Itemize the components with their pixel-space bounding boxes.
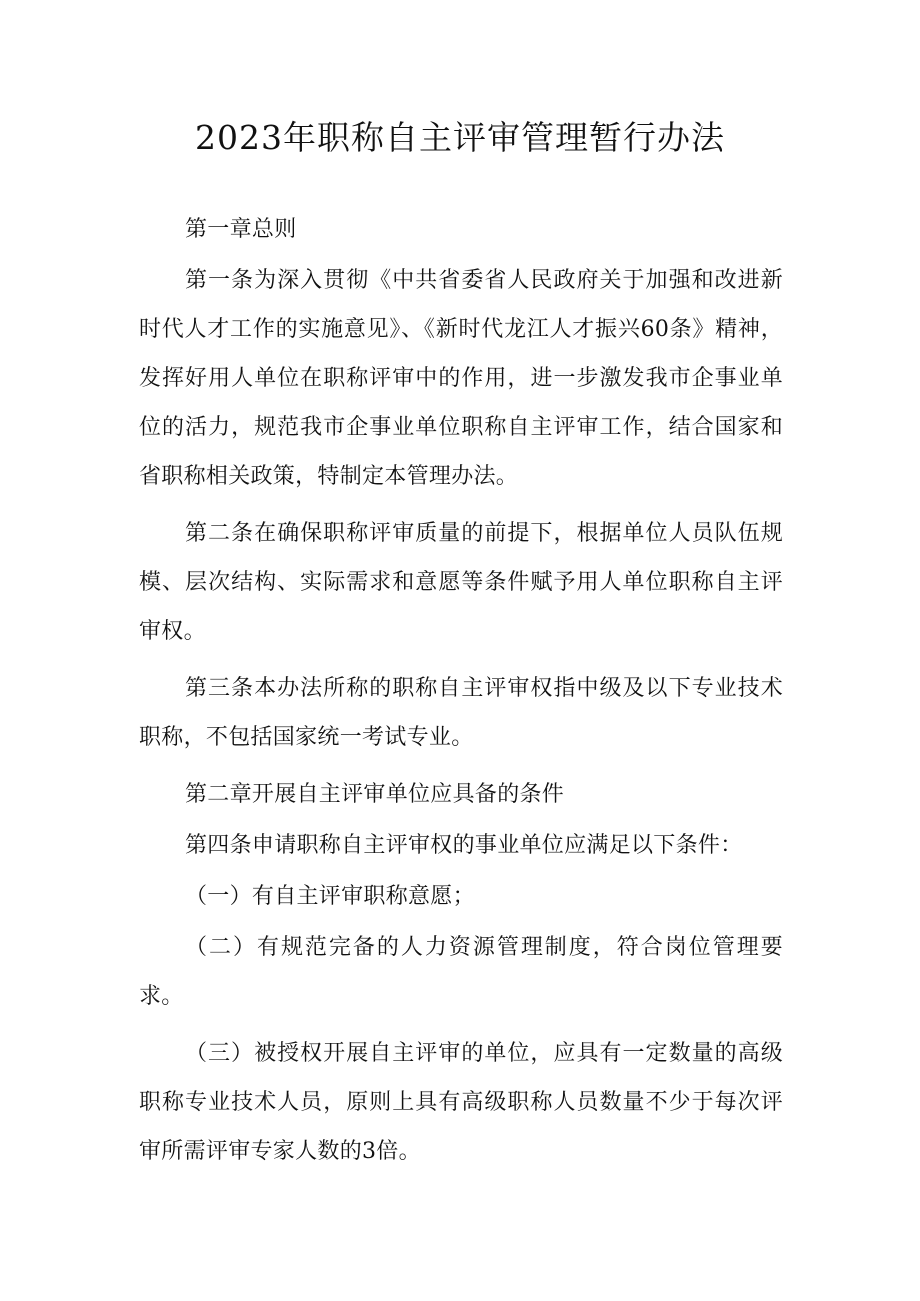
article-1-paragraph: 第一条为深入贯彻《中共省委省人民政府关于加强和改进新时代人才工作的实施意见》、《新时代龙江人才振兴60条》精神，发挥好用人单位在职称评审中的作用，进一步激发我市企事业单位的活力，规范我市企事业单位职称自主评审工作，结合国家和省职称相关政策，特制定本管理办法。 [139,268,783,489]
chapter-heading-1: 第一章总则 [185,217,297,242]
condition-item-3: （三）被授权开展自主评审的单位，应具有一定数量的高级职称专业技术人员，原则上具有高级职称人员数量不少于每次评审所需评审专家人数的3倍。 [139,1041,783,1164]
document-title: 2023年职称自主评审管理暂行办法 [195,118,725,157]
chapter-heading-2: 第二章开展自主评审单位应具备的条件 [185,782,565,807]
article-4-paragraph: 第四条申请职称自主评审权的事业单位应满足以下条件： [185,833,743,858]
article-2-paragraph: 第二条在确保职称评审质量的前提下，根据单位人员队伍规模、层次结构、实际需求和意愿等条件赋予用人单位职称自主评审权。 [139,521,783,644]
condition-item-1: （一）有自主评审职称意愿； [185,884,475,909]
document-body [139,205,783,1184]
condition-item-2: （二）有规范完备的人力资源管理制度，符合岗位管理要求。 [139,935,783,1009]
article-3-paragraph: 第三条本办法所称的职称自主评审权指中级及以下专业技术职称，不包括国家统一考试专业。 [139,676,783,750]
